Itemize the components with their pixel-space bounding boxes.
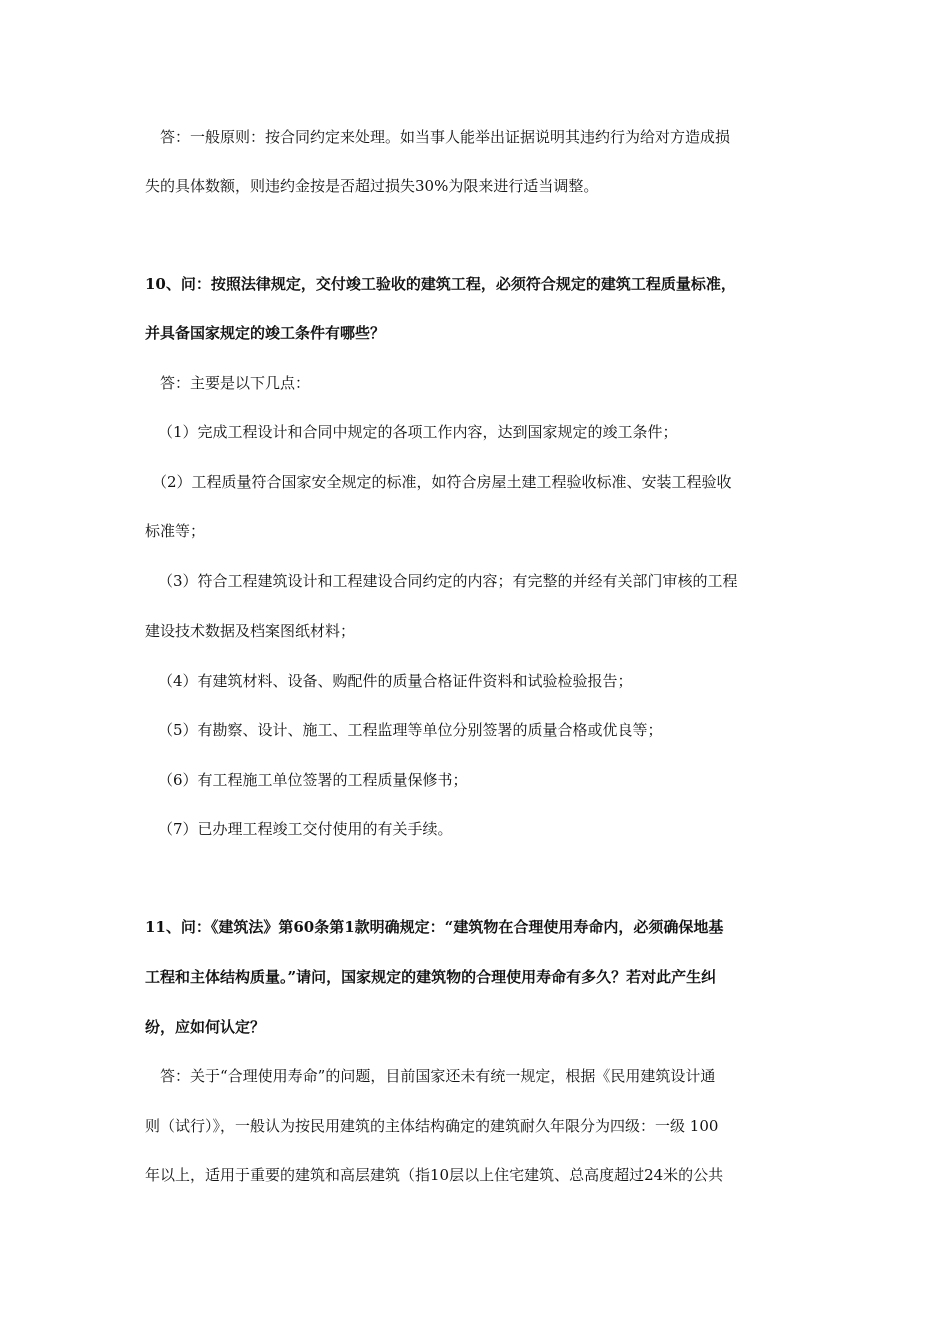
q11-answer-line-3: 年以上，适用于重要的建筑和高层建筑（指10层以上住宅建筑、总高度超过24米的公共 bbox=[145, 1166, 724, 1184]
q11-answer-line-1: 答：关于“合理使用寿命”的问题，目前国家还未有统一规定，根据《民用建筑设计通 bbox=[160, 1067, 716, 1085]
q9-answer-line-2: 失的具体数额，则违约金按是否超过损失30%为限来进行适当调整。 bbox=[145, 177, 599, 195]
q10-item-4: （4）有建筑材料、设备、购配件的质量合格证件资料和试验检验报告； bbox=[158, 672, 633, 690]
q10-item-7: （7）已办理工程竣工交付使用的有关手续。 bbox=[158, 820, 453, 838]
q10-question-line-1: 10、问：按照法律规定，交付竣工验收的建筑工程，必须符合规定的建筑工程质量标准， bbox=[145, 275, 736, 293]
q10-item-6: （6）有工程施工单位签署的工程质量保修书； bbox=[158, 771, 468, 789]
q10-item-3-line-2: 建设技术数据及档案图纸材料； bbox=[145, 622, 356, 640]
q10-item-1: （1）完成工程设计和合同中规定的各项工作内容，达到国家规定的竣工条件； bbox=[158, 423, 678, 441]
q11-question-line-2: 工程和主体结构质量。”请问，国家规定的建筑物的合理使用寿命有多久？若对此产生纠 bbox=[145, 968, 717, 986]
q9-answer-line-1: 答：一般原则：按合同约定来处理。如当事人能举出证据说明其违约行为给对方造成损 bbox=[160, 128, 731, 146]
q10-item-3-line-1: （3）符合工程建筑设计和工程建设合同约定的内容；有完整的并经有关部门审核的工程 bbox=[158, 572, 738, 590]
q10-item-2-line-1: （2）工程质量符合国家安全规定的标准，如符合房屋土建工程验收标准、安装工程验收 bbox=[152, 473, 732, 491]
q10-answer-intro: 答：主要是以下几点： bbox=[160, 374, 311, 392]
q11-question-line-3: 纷，应如何认定？ bbox=[145, 1018, 266, 1036]
q10-question-line-2: 并具备国家规定的竣工条件有哪些？ bbox=[145, 324, 386, 342]
q11-answer-line-2: 则（试行）》，一般认为按民用建筑的主体结构确定的建筑耐久年限分为四级：一级 100 bbox=[145, 1117, 719, 1135]
q11-question-line-1: 11、问：《建筑法》第60条第1款明确规定：“建筑物在合理使用寿命内，必须确保地基 bbox=[145, 918, 724, 936]
q10-item-2-line-2: 标准等； bbox=[145, 522, 206, 540]
q10-item-5: （5）有勘察、设计、施工、工程监理等单位分别签署的质量合格或优良等； bbox=[158, 721, 663, 739]
